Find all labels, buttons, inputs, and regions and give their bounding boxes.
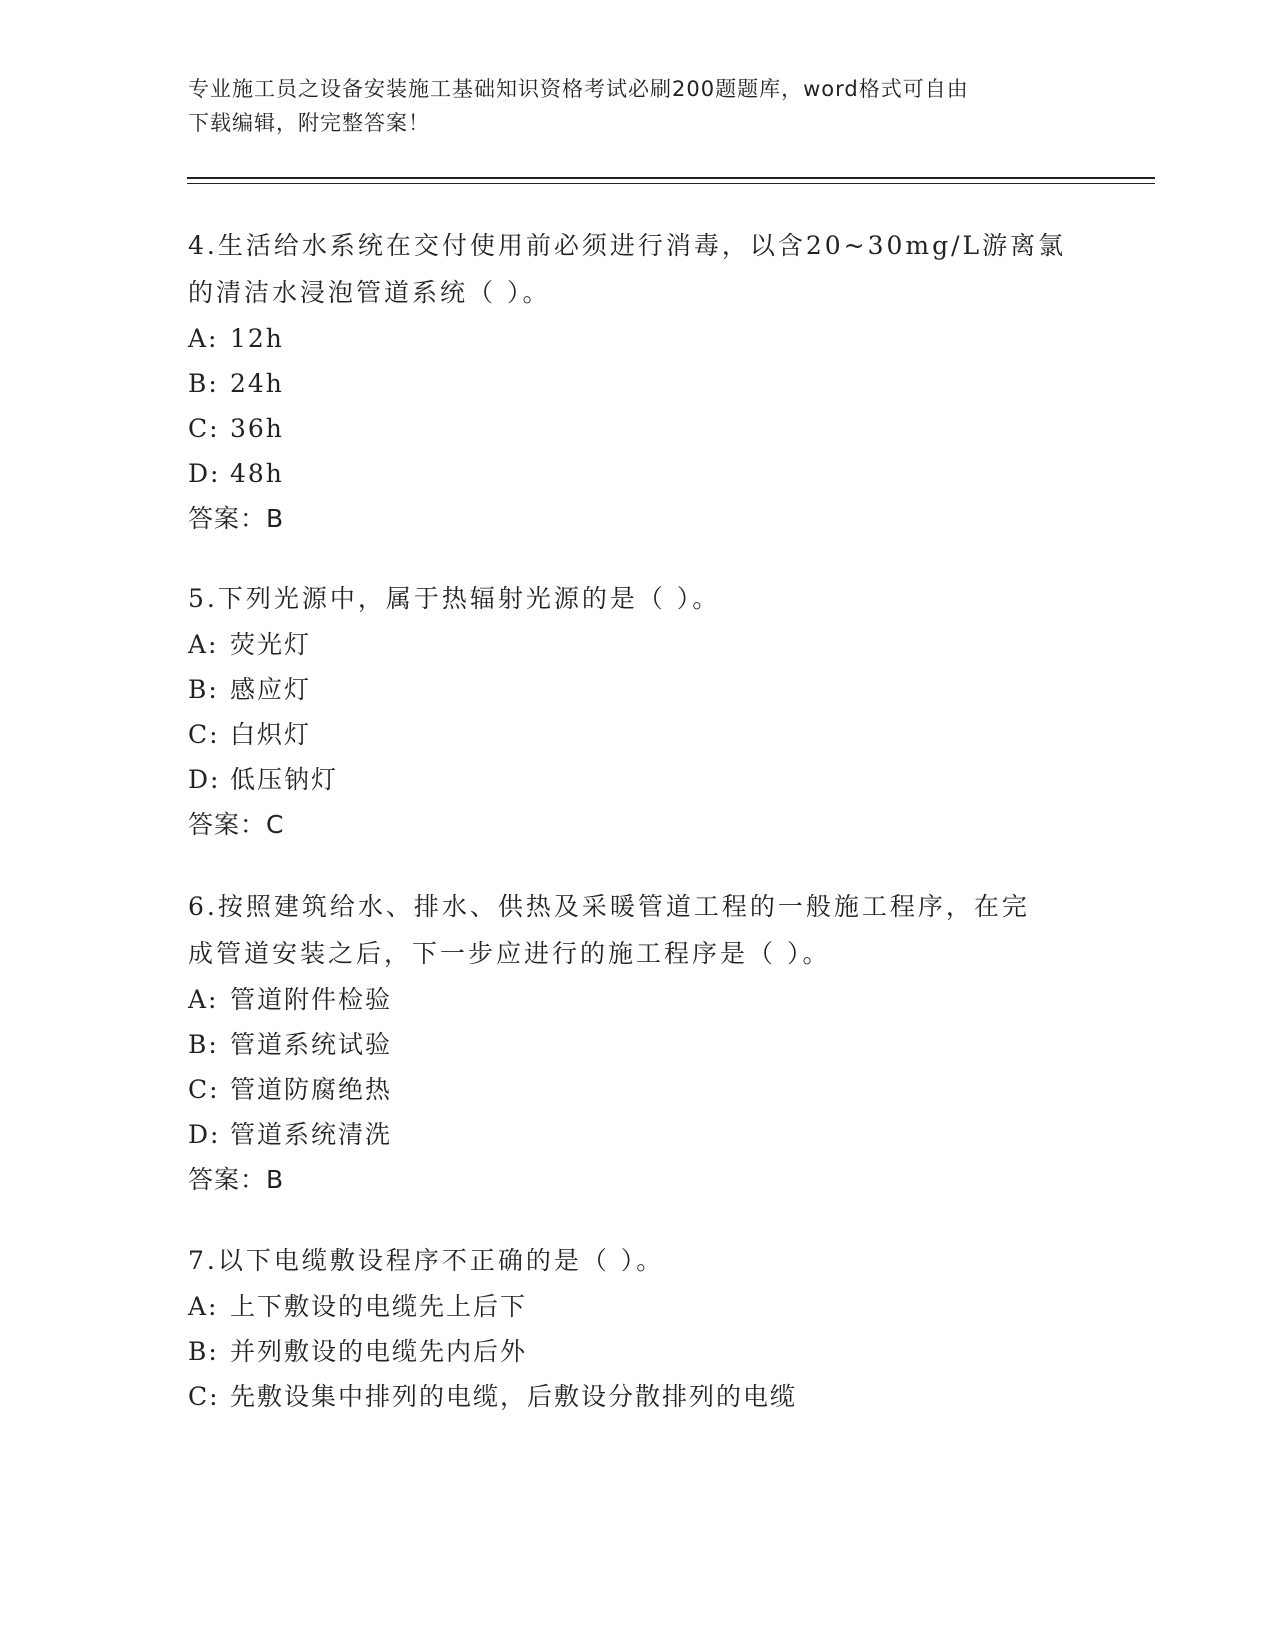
option-key: B:: [188, 369, 219, 398]
option-text: 24h: [230, 369, 284, 398]
option-a: [188, 977, 1088, 1022]
option-text: 12h: [230, 324, 284, 353]
answer-line: 答案：B: [188, 1165, 285, 1194]
question-stem-line: 6.按照建筑给水、排水、供热及采暖管道工程的一般施工程序，在完: [188, 892, 1030, 921]
option-key: B:: [188, 1030, 219, 1059]
option-text: 先敷设集中排列的电缆，后敷设分散排列的电缆: [230, 1382, 798, 1411]
option-key: B:: [188, 1337, 219, 1366]
option-text: 低压钠灯: [230, 765, 339, 794]
option-text: 感应灯: [230, 675, 312, 704]
option-key: A:: [188, 985, 219, 1014]
option-a: [188, 622, 1088, 667]
option-d: [188, 757, 1088, 802]
option-key: A:: [188, 1292, 219, 1321]
option-c: [188, 1374, 1088, 1419]
option-key: C:: [188, 1382, 220, 1411]
option-key: D:: [188, 1120, 221, 1149]
document-header: [188, 72, 1088, 140]
question-stem-line: 7.以下电缆敷设程序不正确的是（ ）。: [188, 1246, 665, 1275]
option-text: 48h: [230, 459, 284, 488]
header-line-2: 下载编辑，附完整答案！: [188, 111, 430, 135]
option-text: 白炽灯: [230, 720, 312, 749]
option-key: A:: [188, 630, 219, 659]
option-a: [188, 316, 1088, 361]
option-text: 管道防腐绝热: [230, 1075, 393, 1104]
header-line-1: 专业施工员之设备安装施工基础知识资格考试必刷200题题库，word格式可自由: [188, 77, 969, 101]
option-b: [188, 1022, 1088, 1067]
option-b: [188, 1329, 1088, 1374]
answer-line: 答案：B: [188, 504, 285, 533]
option-text: 上下敷设的电缆先上后下: [230, 1292, 528, 1321]
option-b: [188, 361, 1088, 406]
option-text: 管道系统清洗: [230, 1120, 393, 1149]
question-stem-line: 5.下列光源中，属于热辐射光源的是（ ）。: [188, 584, 721, 613]
option-key: D:: [188, 459, 221, 488]
option-d: [188, 1112, 1088, 1157]
option-text: 荧光灯: [230, 630, 312, 659]
option-c: [188, 406, 1088, 451]
question-stem-line: 的清洁水浸泡管道系统（ ）。: [188, 278, 551, 307]
question-4: [188, 222, 1088, 541]
question-5: [188, 575, 1088, 847]
option-d: [188, 451, 1088, 496]
option-c: [188, 1067, 1088, 1112]
header-divider-thin: [187, 183, 1155, 184]
header-divider-thick: [187, 177, 1155, 179]
option-text: 管道附件检验: [230, 985, 393, 1014]
option-key: C:: [188, 720, 220, 749]
option-key: C:: [188, 414, 220, 443]
question-7: [188, 1237, 1088, 1419]
option-key: C:: [188, 1075, 220, 1104]
option-text: 管道系统试验: [230, 1030, 393, 1059]
question-stem-line: 4.生活给水系统在交付使用前必须进行消毒，以含20~30mg/L游离氯: [188, 231, 1067, 260]
option-text: 36h: [230, 414, 284, 443]
answer-line: 答案：C: [188, 810, 285, 839]
option-key: A:: [188, 324, 219, 353]
question-stem-line: 成管道安装之后，下一步应进行的施工程序是（ ）。: [188, 939, 831, 968]
option-a: [188, 1284, 1088, 1329]
option-key: B:: [188, 675, 219, 704]
question-6: [188, 883, 1088, 1202]
option-text: 并列敷设的电缆先内后外: [230, 1337, 528, 1366]
option-c: [188, 712, 1088, 757]
option-b: [188, 667, 1088, 712]
option-key: D:: [188, 765, 221, 794]
